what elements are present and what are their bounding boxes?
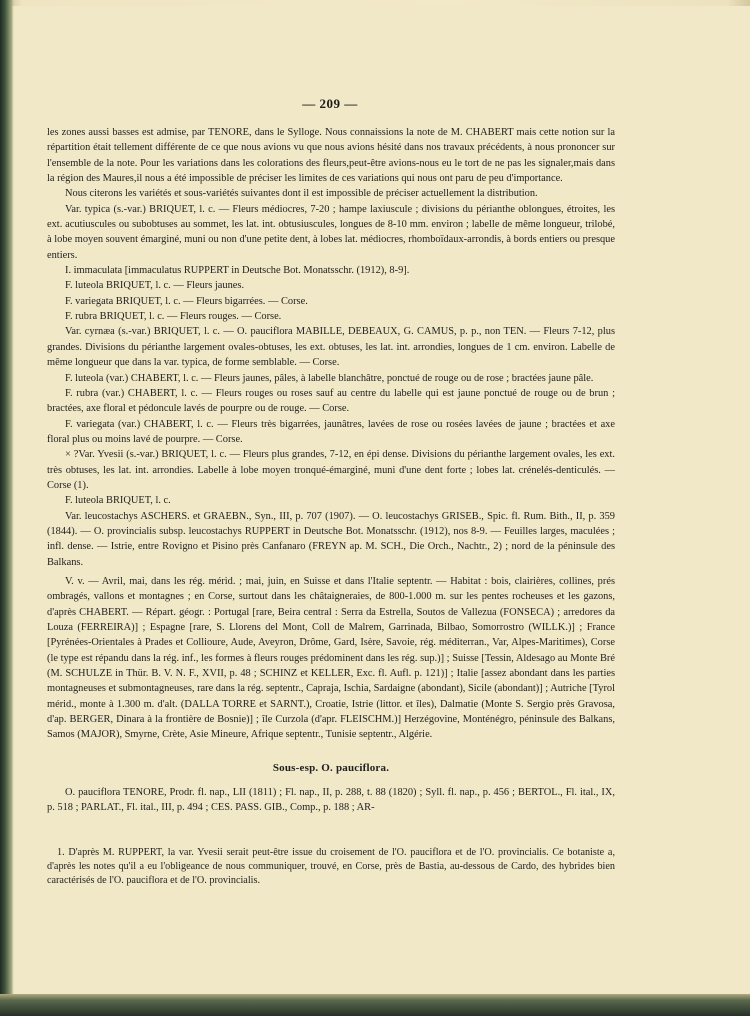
paragraph: les zones aussi basses est admise, par TENORE, dans le Sylloge. Nous connaissions la note de M. CHABERT mais cette notion sur la répartition était tellement différente de ce que nous avions vu que nous avions hésité dans nos travaux précédents, à nous prononcer sur l'ensemble de la note. Pour les variations dans les colorations des fleurs,peut-être avions-nous eu le tort de ne pas les signaler,mais dans la région des Maures,il nous a été impossible de préciser les limites de ces variations qui nous ont paru de peu d'importance.: [47, 127, 615, 185]
variety-entry: F. luteola (var.) CHABERT, l. c. — Fleurs jaunes, pâles, à labelle blanchâtre, ponctué de rouge ou de rose ; bractées jaune pâle.: [65, 372, 594, 384]
variety-entry: I. immaculata [immaculatus RUPPERT in Deutsche Bot. Monatsschr. (1912), 8-9].: [65, 265, 410, 277]
variety-entry: F. luteola BRIQUET, l. c. — Fleurs jaunes.: [65, 280, 245, 292]
bottom-edge-shadow: [0, 994, 750, 1016]
paragraph: Nous citerons les variétés et sous-variétés suivantes dont il est impossible de préciser actuellement la distribution.: [65, 188, 538, 200]
variety-entry: F. rubra (var.) CHABERT, l. c. — Fleurs rouges ou roses sauf au centre du labelle qui est jaune ponctué de rouge ou de brun ; bractées, axe floral et pédoncule lavés de pourpre ou de rouge. — Corse.: [47, 387, 615, 415]
variety-entry: Var. leucostachys ASCHERS. et GRAEBN., Syn., III, p. 707 (1907). — O. leucostachys GRISEB., Spic. fl. Rum. Bith., II, p. 359 (1844). — O. provincialis subsp. leucostachys RUPPERT in Deutsche Bot. Monatsschr. (1912), nos 8-9. — Feuilles larges, maculées ; infl. dense. — Istrie, entre Rovigno et Pisino près Canfanaro (FREYN ap. M. SCH., Die Orch., Nachtr., 2) ; nord de la péninsule des Balkans.: [47, 510, 615, 568]
variety-entry: Var. typica (s.-var.) BRIQUET, l. c. — Fleurs médiocres, 7-20 ; hampe laxiuscule ; divisions du périanthe oblongues, étroites, les ext. acutiuscules ou subobtuses au sommet, les lat. int. obtusiuscules, longues de 8-10 mm. environ ; labelle de même longueur, trilobé, à lobe moyen souvent émarginé, muni ou non d'une petite dent, à lobes lat. médiocres, rhomboïdaux-arrondis, à bords entiers ou presque entiers.: [47, 203, 615, 261]
variety-entry: F. luteola BRIQUET, l. c.: [65, 495, 171, 507]
footnote-text: 1. D'après M. RUPPERT, la var. Yvesii serait peut-être issue du croisement de l'O. pauciflora et de l'O. provincialis. Ce botaniste a, d'après les notes qu'il a eu l'obligeance de nous communiquer, trouvé, en Corse, près de Bastia, au-dessous de Cardo, des hybrides bien caractérisés de l'O. pauciflora et de l'O. provincialis.: [47, 847, 615, 886]
variety-entry: Var. cyrnæa (s.-var.) BRIQUET, l. c. — O. pauciflora MABILLE, DEBEAUX, G. CAMUS, p. p., non TEN. — Fleurs 7-12, plus grandes. Divisions du périanthe largement ovales-obtuses, les ext. obtuses, les lat. int. arrondies, longues de 1 cm. environ. Labelle de même longueur que dans la var. typica, de forme semblable. — Corse.: [47, 326, 615, 369]
binding-edge: [0, 0, 14, 1016]
distribution-paragraph: V. v. — Avril, mai, dans les rég. mérid. ; mai, juin, en Suisse et dans l'Italie septentr. — Habitat : bois, clairières, collines, prés ombragés, vallons et montagnes ; en Corse, surtout dans les châtaigneraies, de 800-1.000 m. sur les pentes rocheuses et les gazons, d'après CHABERT. — Répart. géogr. : Portugal [rare, Beira central : Serra da Estrella, Soutos de Vallezua (FONSECA) ; arredores da Louza (FERREIRA)] ; Espagne [rare, S. Llorens del Mont, Coll de Malrem, Garrinada, Bilbao, Somorrostro (WILLK.)] ; France [Pyrénées-Orientales à Prades et Collioure, Aude, Aveyron, Drôme, Gard, Isère, Savoie, rég. méditerran., Var, Alpes-Maritimes), Corse (le type est répandu dans la rég. inf., les formes à fleurs rouges prédominent dans les rég. sup.)] ; Suisse [Tessin, Aldesago au Monte Bré (M. SCHULZE in Thür. B. V. N. F., XVII, p. 48 ; SCHINZ et KELLER, Exc. fl. Aufl. p. 121)] ; Italie [assez abondant dans les parties montagneuses et submontagneuses, rare dans la rég. septentr., Capraja, Ischia, Sardaigne (abondant), Sicile (abondant)] ; Autriche [Tyrol mérid., monte à 1.300 m. d'alt. (DALLA TORRE et SARNT.), Croatie, Istrie (littor. et îles), Dalmatie (Monte S. Sergio près Gravosa, d'ap. BERGER, Dinara à la frontière de Bosnie)] ; île Curzola (d'apr. FLEISCHM.)] Herzégovine, Monténégro, péninsule des Balkans, Samos (MAJOR), Smyrne, Crète, Asie Mineure, Afrique septentr., Tunisie septentr., Algérie.: [47, 575, 615, 741]
variety-entry: F. variegata BRIQUET, l. c. — Fleurs bigarrées. — Corse.: [65, 295, 308, 307]
variety-entry: F. rubra BRIQUET, l. c. — Fleurs rouges. — Corse.: [65, 311, 282, 323]
footnote: [47, 846, 615, 888]
page-body: [47, 125, 615, 816]
variety-entry: F. variegata (var.) CHABERT, l. c. — Fleurs très bigarrées, jaunâtres, lavées de rose ou rosées lavées de jaune ; bractées et axe floral plus ou moins lavé de pourpre. — Corse.: [47, 418, 615, 445]
section-title: Sous-esp. O. pauciflora.: [272, 761, 390, 774]
page-number: — 209 —: [302, 96, 358, 111]
variety-entry: × ?Var. Yvesii (s.-var.) BRIQUET, l. c. — Fleurs plus grandes, 7-12, en épi dense. Divisions du périanthe largement ovales, les ext. très obtuses, les lat. int. arrondies. Labelle à lobe moyen tronqué-émarginé, muni d'une dent forte ; lobes lat. crénelés-denticulés. — Corse (1).: [47, 449, 615, 491]
synonymy-paragraph: O. pauciflora TENORE, Prodr. fl. nap., LII (1811) ; Fl. nap., II, p. 288, t. 88 (1820) ; Syll. fl. nap., p. 456 ; BERTOL., Fl. ital., IX, p. 518 ; PARLAT., Fl. ital., III, p. 494 ; CES. PASS. GIB., Comp., p. 188 ; AR-: [47, 787, 615, 814]
